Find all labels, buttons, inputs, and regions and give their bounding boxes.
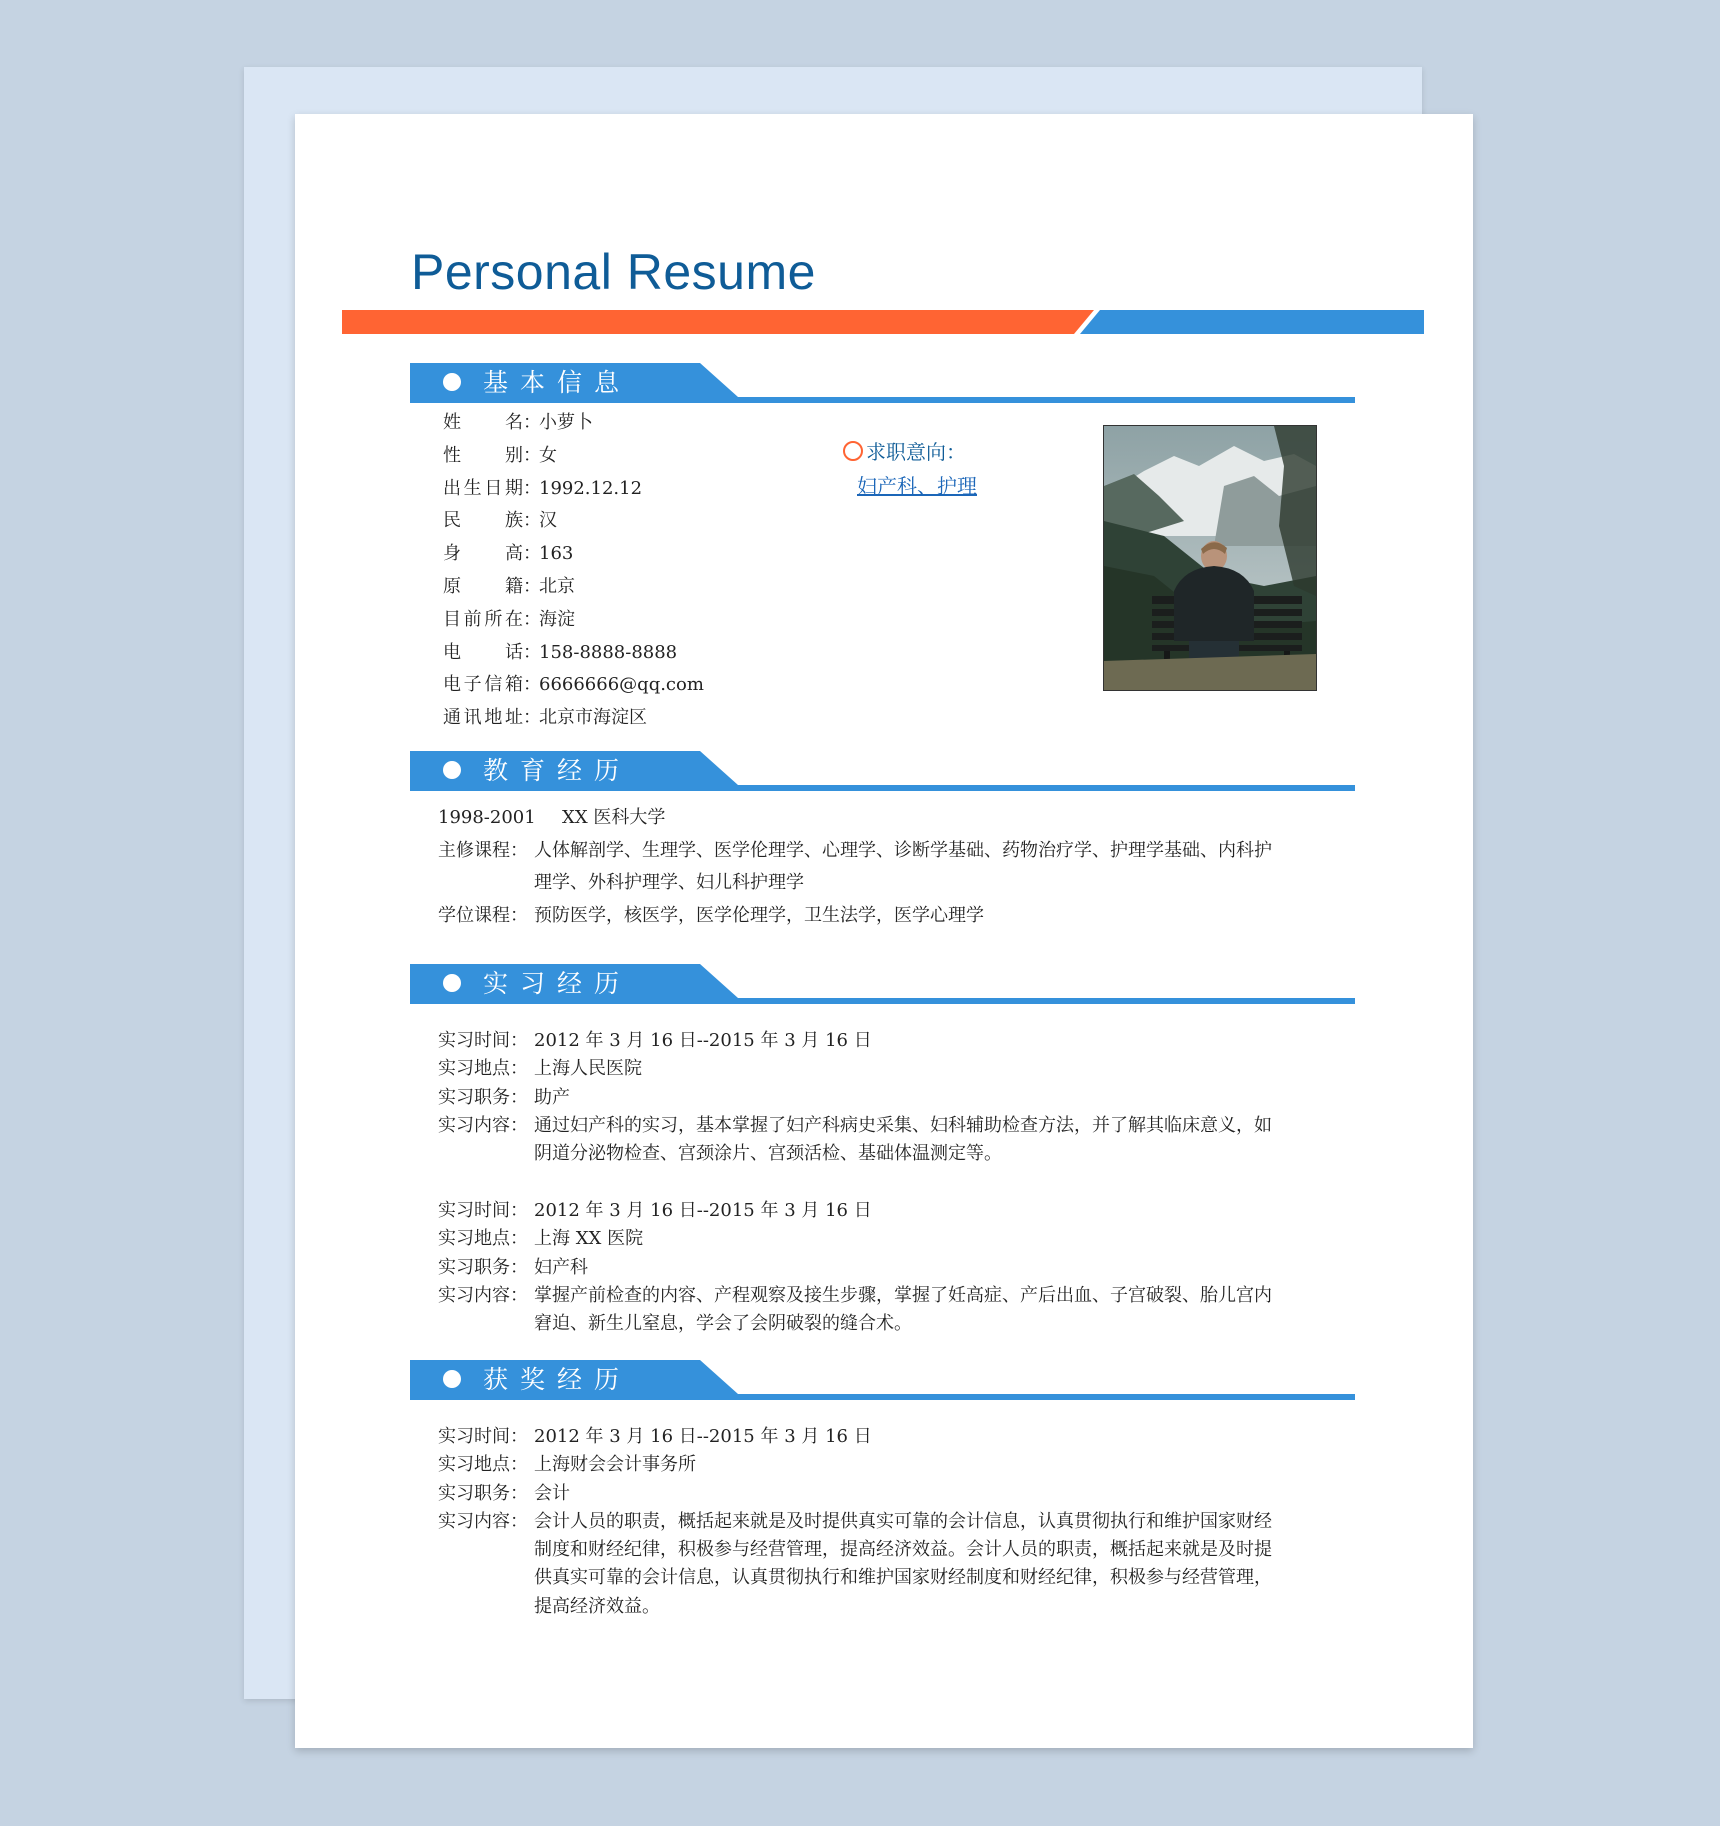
page-title: Personal Resume <box>411 244 816 300</box>
info-row-email: 电子信箱 ： 6666666@qq.com <box>443 674 704 696</box>
section-internship <box>410 964 1355 1004</box>
education-courses-row: 主修课程： 人体解剖学、生理学、医学伦理学、心理学、诊断学基础、药物治疗学、护理学基础、内科护理学、外科护理学、妇儿科护理学 <box>438 839 1272 894</box>
education-degree-row: 学位课程： 预防医学，核医学，医学伦理学，卫生法学，医学心理学 <box>438 904 984 926</box>
section-title: 教育经历 <box>483 756 632 785</box>
info-row-height: 身高 ： 163 <box>443 543 574 565</box>
info-row-birthdate: 出生日期 ： 1992.12.12 <box>443 477 643 499</box>
bullet-dot-icon <box>443 761 461 779</box>
person-on-bench-photo-icon <box>1104 426 1316 690</box>
info-row-address: 通讯地址 ： 北京市海淀区 <box>443 707 647 729</box>
section-basic-info <box>410 363 1355 403</box>
section-education <box>410 751 1355 791</box>
title-divider-bar <box>342 310 1424 334</box>
info-row-name: 姓名 ： 小萝卜 <box>443 412 593 433</box>
education-period-row: 1998-2001 XX 医科大学 <box>438 807 666 828</box>
section-title: 获奖经历 <box>483 1365 632 1394</box>
award-entry: 实习时间： 2012 年 3 月 16 日--2015 年 3 月 16 日 实习地点： 上海财会会计事务所 实习职务： 会计 实习内容： 会计人员的职责，概括起来就是及时提供真实可靠的会计信息，认真贯彻执行和维护国家财经制度和财经纪律，积极参与经营管理，提高经济效益。会计人员的职责，概括起来就是及时提供真实可靠的会计信息，认真贯彻执行和维护国家财经制度和财经纪律，积极参与经营管理，提高经济效益。 <box>438 1426 1272 1617</box>
profile-photo <box>1103 425 1317 691</box>
info-row-gender: 性别 ： 女 <box>443 444 557 466</box>
job-intent-value[interactable]: 妇产科、护理 <box>857 474 977 498</box>
bullet-dot-icon <box>443 974 461 992</box>
section-title: 基本信息 <box>483 368 632 397</box>
basic-info-list <box>443 407 704 735</box>
info-row-hometown: 原籍 ： 北京 <box>443 575 575 597</box>
section-awards <box>410 1360 1355 1400</box>
info-row-ethnicity: 民族 ： 汉 <box>443 510 557 532</box>
ring-bullet-icon <box>843 441 863 461</box>
bullet-dot-icon <box>443 1370 461 1388</box>
job-intent-heading: 求职意向： <box>843 436 966 465</box>
bullet-dot-icon <box>443 373 461 391</box>
section-title: 实习经历 <box>483 969 632 998</box>
internship-entry: 实习时间： 2012 年 3 月 16 日--2015 年 3 月 16 日 实习地点： 上海 XX 医院 实习职务： 妇产科 实习内容： 掌握产前检查的内容、产程观察及接生步骤，掌握了妊高症、产后出血、子宫破裂、胎儿宫内窘迫、新生儿窒息，学会了会阴破裂的缝合术。 <box>438 1200 1272 1335</box>
education-block <box>438 802 1279 932</box>
resume-page <box>295 114 1473 1748</box>
info-row-phone: 电话 ： 158-8888-8888 <box>443 641 678 663</box>
info-row-location: 目前所在 ： 海淀 <box>443 608 575 630</box>
internship-entry: 实习时间： 2012 年 3 月 16 日--2015 年 3 月 16 日 实习地点： 上海人民医院 实习职务： 助产 实习内容： 通过妇产科的实习，基本掌握了妇产科病史采集、妇科辅助检查方法，并了解其临床意义，如阴道分泌物检查、宫颈涂片、宫颈活检、基础体温测定等。 <box>438 1030 1272 1165</box>
